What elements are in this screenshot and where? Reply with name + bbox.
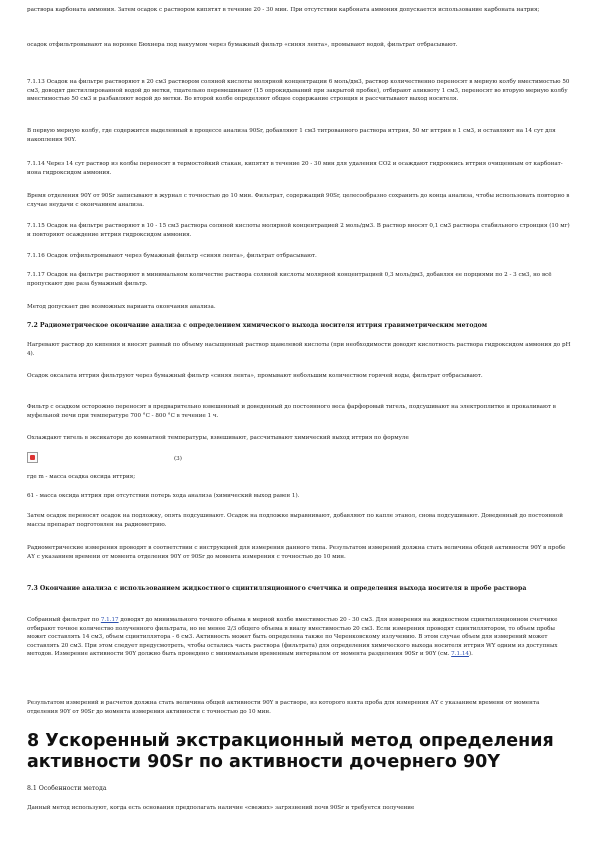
paragraph: где m - масса осадка оксида иттрия; xyxy=(27,474,136,480)
chapter-heading: 8 Ускоренный экстракционный метод определения активности 90Sr по активности дочернего 90Y xyxy=(27,731,554,772)
paragraph: 7.1.15 Осадок на фильтре растворяют в 10 - 15 см3 раствора соляной кислоты молярной концентрацией 2 моль/дм3. В раствор вносят 0,1 см3 раствора стабильного стронция (10 мг) и повторяют осаждение иттрия гидроксидом аммония. xyxy=(27,223,570,238)
paragraph: 7.1.17 Осадок на фильтре растворяют в минимальном количестве раствора соляной кислоты молярной концентрацией 0,3 моль/дм3, добавляя ее порциями по 2 - 3 см3, но всё пропускают две раза бумажный фильтр. xyxy=(27,272,552,287)
paragraph: 7.1.16 Осадок отфильтровывают через бумажный фильтр «синяя лента», фильтрат отбрасывают. xyxy=(27,253,317,259)
paragraph: Фильтр с осадком осторожно переносят в предварительно взвешенный и доведенный до постоянного веса фарфоровый тигель, подсушивают на электроплитке и прокаливают в муфельной печи при температуре 700 °С - 800 °С в течение 1 ч. xyxy=(27,404,556,419)
subsection-heading: 8.1 Особенности метода xyxy=(27,785,107,792)
paragraph: Затем осадок переносят осадок на подложку, опять подсушивают. Осадок на подложке выравнивают, добавляют по капле этанол, снова подсушивают. Доведенный до постоянной массы препарат подготовлен на радиометрию. xyxy=(27,513,563,528)
paragraph: Данный метод используют, когда есть основания предполагать наличие «свежих» загрязнений почв 90Sr и требуется получение xyxy=(27,805,415,811)
paragraph: В первую мерную колбу, где содержится выделенный в процессе анализа 90Sr, добавляют 1 см3 титрованного раствора иттрия, 50 мг иттрия в 1 см3, и оставляют на 14 сут для накопления 90Y. xyxy=(27,128,556,143)
paragraph: 7.1.14 Через 14 сут раствор из колбы переносят в термостойкий стакан, кипятят в течение 20 - 30 мин для удаления CO2 и осаждают гидроокись иттрия очищенным от карбонат-иона гидроксидом аммония. xyxy=(27,161,563,176)
paragraph: Охлаждают тигель в эксикаторе до комнатной температуры, взвешивают, рассчитывают химический выход иттрия по формуле xyxy=(27,435,409,441)
paragraph: раствора карбоната аммония. Затем осадок с раствором кипятят в течение 20 - 30 мин. При отсутствии карбоната аммония допускается использование карбоната натрия; xyxy=(27,7,540,13)
section-heading-7-3: 7.3 Окончание анализа с использованием жидкостного сцинтилляционного счетчика и определения выхода носителя в пробе раствора xyxy=(27,585,527,592)
paragraph: осадок отфильтровывают на воронке Бюхнера под вакуумом через бумажный фильтр «синяя лента», промывают водой, фильтрат отбрасывают. xyxy=(27,42,458,48)
link-7-1-17[interactable]: 7.1.17 xyxy=(100,617,119,623)
section-heading-7-2: 7.2 Радиометрическое окончание анализа с определением химического выхода носителя иттрия гравиметрическим методом xyxy=(27,322,488,329)
formula-number: (3) xyxy=(174,456,182,462)
paragraph: 61 - масса оксида иттрия при отсутствии потерь хода анализа (химический выход равен 1). xyxy=(27,493,300,499)
link-7-1-14[interactable]: 7.1.14 xyxy=(451,651,469,658)
paragraph: Время отделения 90Y от 90Sr записывают в журнал с точностью до 10 мин. Фильтрат, содержащий 90Sr, целесообразно сохранить до конца анализа, чтобы использовать повторно в случае неудачи с окончанием анализа. xyxy=(27,193,570,208)
text-part: Собранный фильтрат по xyxy=(27,617,101,623)
broken-image-icon xyxy=(27,452,38,463)
paragraph-with-links xyxy=(27,616,572,659)
text-part: ). xyxy=(468,651,473,658)
paragraph: 7.1.13 Осадок на фильтре растворяют в 20 см3 раствором соляной кислоты молярной концентрации 6 моль/дм3, раствор количественно переносят в мерную колбу вместимостью 50 см3, доводят дистиллированной водой до метки, тщательно перемешивают (15 опрокидываний при закрытой пробке), отбирают аликвоту 1 см3, переносят во вторую мерную колбу вместимостью 50 см3 и разбавляют водой до метки. Во второй колбе определяют общее содержание стронция и рассчитывают выход носителя. xyxy=(27,79,570,103)
paragraph: Радиометрические измерения проводят в соответствии с инструкцией для измерения данного типа. Результатом измерений должна стать величина общей активности 90Y в пробе АY с указанием времени от момента отделения 90Y от 90Sr до момента измерения с точностью до 10 мин. xyxy=(27,545,566,560)
paragraph: Нагревают раствор до кипения и вносят равный по объему насыщенный раствор щавелевой кислоты (при необходимости доводят кислотность раствора гидроксидом аммония до pH 4). xyxy=(27,342,571,357)
paragraph: Осадок оксалата иттрия фильтруют через бумажный фильтр «синяя лента», промывают небольшим количеством горячей воды, фильтрат отбрасывают. xyxy=(27,373,483,379)
paragraph: Метод допускает две возможных варианта окончания анализа. xyxy=(27,304,216,310)
paragraph: Результатом измерений и расчетов должна стать величина общей активности 90Y в растворе, из которого взята проба для измерения АY с указанием времени от момента отделения 90Y от 90Sr до момента измерения активности с точностью до 10 мин. xyxy=(27,700,540,715)
text-part: доводят до минимального точного объема в мерной колбе вместимостью 20 - 30 см3. Для измерения на жидкостном сцинтилляционном счетчике отбирают точное количество полученного фильтрата, но не менее 2/3 общего объема в виалу вместимостью 20 см3. Если измерения проводят сцинтиллятором, то объем пробы может составлять 14 см3, объем сцинтиллятора - 6 см3. Активность может быть определена также по Черенковскому излучению. В этом случае объем для измерений может составлять 20 см3. При этом следует предусмотреть, чтобы остались часть раствора (фильтрата) для определения химического выхода носителя иттрия WY одним из доступных методов. Измерение активности 90Y должно быть проведено с минимальным временным интервалом от момента разделения 90Sr и 90Y (см. xyxy=(27,617,558,658)
